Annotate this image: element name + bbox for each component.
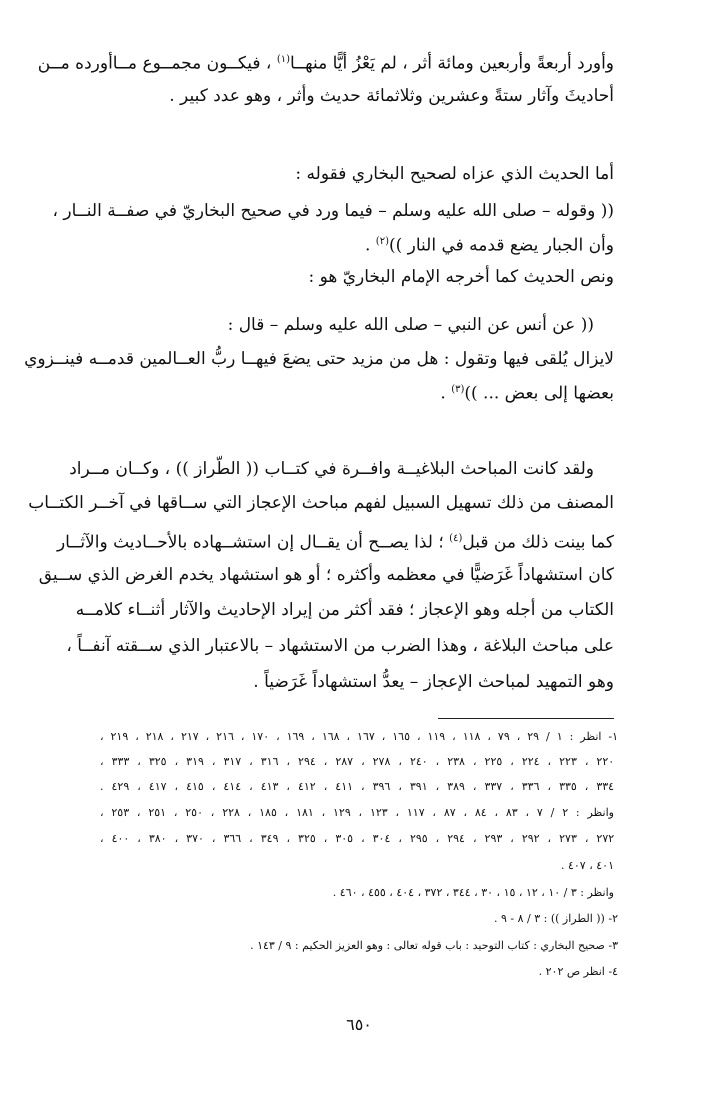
text-line: الكتاب من أجله وهو الإعجاز ؛ فقد أكثر من إيراد الإحاديث والآثار أثنــاء كلامــه bbox=[75, 600, 614, 620]
page-number: ٦٥٠ bbox=[346, 1015, 372, 1034]
text-line: كما بينت ذلك من قبل$^{(٤)}$ ؛ لذا يصــح أن يقــال إن استشــهاده بالأحــاديث والآثــار bbox=[56, 532, 614, 553]
footnote-separator bbox=[438, 718, 614, 719]
text-line: على مباحث البلاغة ، وهذا الضرب من الاستشهاد – بالاعتبار الذي ســقته آنفــاً ، bbox=[66, 636, 614, 656]
text-line: لايزال يُلقى فيها وتقول : هل من مزيد حتى يضعَ فيهــا ربُّ العــالمين قدمــه فينــزوي bbox=[24, 349, 614, 369]
footnote-line: ٣- صحيح البخاري : كتاب التوحيد : باب قوله تعالى : وهو العزيز الحكيم : ٩ / ١٤٣ . bbox=[250, 939, 618, 952]
text-line: المصنف من ذلك تسهيل السبيل لفهم مباحث الإعجاز التي ســاقها في آخــر الكتــاب bbox=[28, 493, 614, 513]
text-line: (( عن أنس عن النبي – صلى الله عليه وسلم – قال : bbox=[227, 315, 594, 335]
text-line: أما الحديث الذي عزاه لصحيح البخاري فقوله : bbox=[295, 164, 614, 184]
text-line: ونص الحديث كما أخرجه الإمام البخاريّ هو : bbox=[308, 267, 614, 287]
text-line: وهو التمهيد لمباحث الإعجاز – يعدُّ استشهاداً غَرَضياً . bbox=[253, 672, 614, 692]
footnote-line: وانظر : ٢ / ٧ ، ٨٣ ، ٨٤ ، ٨٧ ، ١١٧ ، ١٢٣ ، ١٢٩ ، ١٨١ ، ١٨٥ ، ٢٢٨ ، ٢٥٠ ، ٢٥١ ، ٢٥٣ ، bbox=[100, 806, 614, 819]
text-line: وأورد أربعةً وأربعين ومائة أثر ، لم يَعْزُ أيًّا منهــا$^{(١)}$ ، فيكــون مجمــوع مــاأورده مــن bbox=[37, 53, 614, 74]
text-line: (( وقوله – صلى الله عليه وسلم – فيما ورد في صحيح البخاريّ في صفــة النــار ، bbox=[52, 201, 614, 221]
footnote-line: ٢- (( الطراز )) : ٣ / ٨ - ٩ . bbox=[493, 912, 618, 925]
footnote-line: ١- انظر : ١ / ٢٩ ، ٧٩ ، ١١٨ ، ١١٩ ، ١٦٥ ، ١٦٧ ، ١٦٨ ، ١٦٩ ، ١٧٠ ، ٢١٦ ، ٢١٧ ، ٢١٨ ، ٢١٩ ، bbox=[100, 730, 619, 743]
footnote-line: ٤٠١ ، ٤٠٧ . bbox=[560, 859, 614, 872]
text-line: ولقد كانت المباحث البلاغيــة وافــرة في كتــاب (( الطّراز )) ، وكــان مــراد bbox=[69, 459, 594, 479]
text-line: بعضها إلى بعض ... ))$^{(٣)}$ . bbox=[440, 383, 614, 404]
text-line: كان استشهاداً غَرَضيًّا في معظمه وأكثره ؛ أو هو استشهاد يخدم الغرض الذي ســيق bbox=[38, 565, 614, 585]
footnote-line: وانظر : ٣ / ١٠ ، ١٢ ، ١٥ ، ٣٠ ، ٣٤٤ ، ٣٧٢ ، ٤٠٤ ، ٤٥٥ ، ٤٦٠ . bbox=[332, 886, 614, 899]
footnote-line: ٤- انظر ص ٢٠٢ . bbox=[538, 965, 618, 978]
footnote-line: ٣٣٤ ، ٣٣٥ ، ٣٣٦ ، ٣٣٧ ، ٣٨٩ ، ٣٩١ ، ٣٩٦ ، ٤١١ ، ٤١٢ ، ٤١٣ ، ٤١٤ ، ٤١٥ ، ٤١٧ ، ٤٢٩ . bbox=[100, 780, 615, 793]
text-line: أحاديثَ وآثار ستةً وعشرين وثلاثمائة حديث وأثر ، وهو عدد كبير . bbox=[169, 86, 614, 106]
text-line: وأن الجبار يضع قدمه في النار ))$^{(٢)}$ . bbox=[364, 235, 614, 256]
footnote-line: ٢٢٠ ، ٢٢٣ ، ٢٢٤ ، ٢٢٥ ، ٢٣٨ ، ٢٤٠ ، ٢٧٨ ، ٢٨٧ ، ٢٩٤ ، ٣١٦ ، ٣١٧ ، ٣١٩ ، ٣٢٥ ، ٣٣٣ ، bbox=[100, 755, 615, 768]
footnote-line: ٢٧٢ ، ٢٧٣ ، ٢٩٢ ، ٢٩٣ ، ٢٩٤ ، ٢٩٥ ، ٣٠٤ ، ٣٠٥ ، ٣٢٥ ، ٣٤٩ ، ٣٦٦ ، ٣٧٠ ، ٣٨٠ ، ٤٠٠ ، bbox=[100, 832, 615, 845]
